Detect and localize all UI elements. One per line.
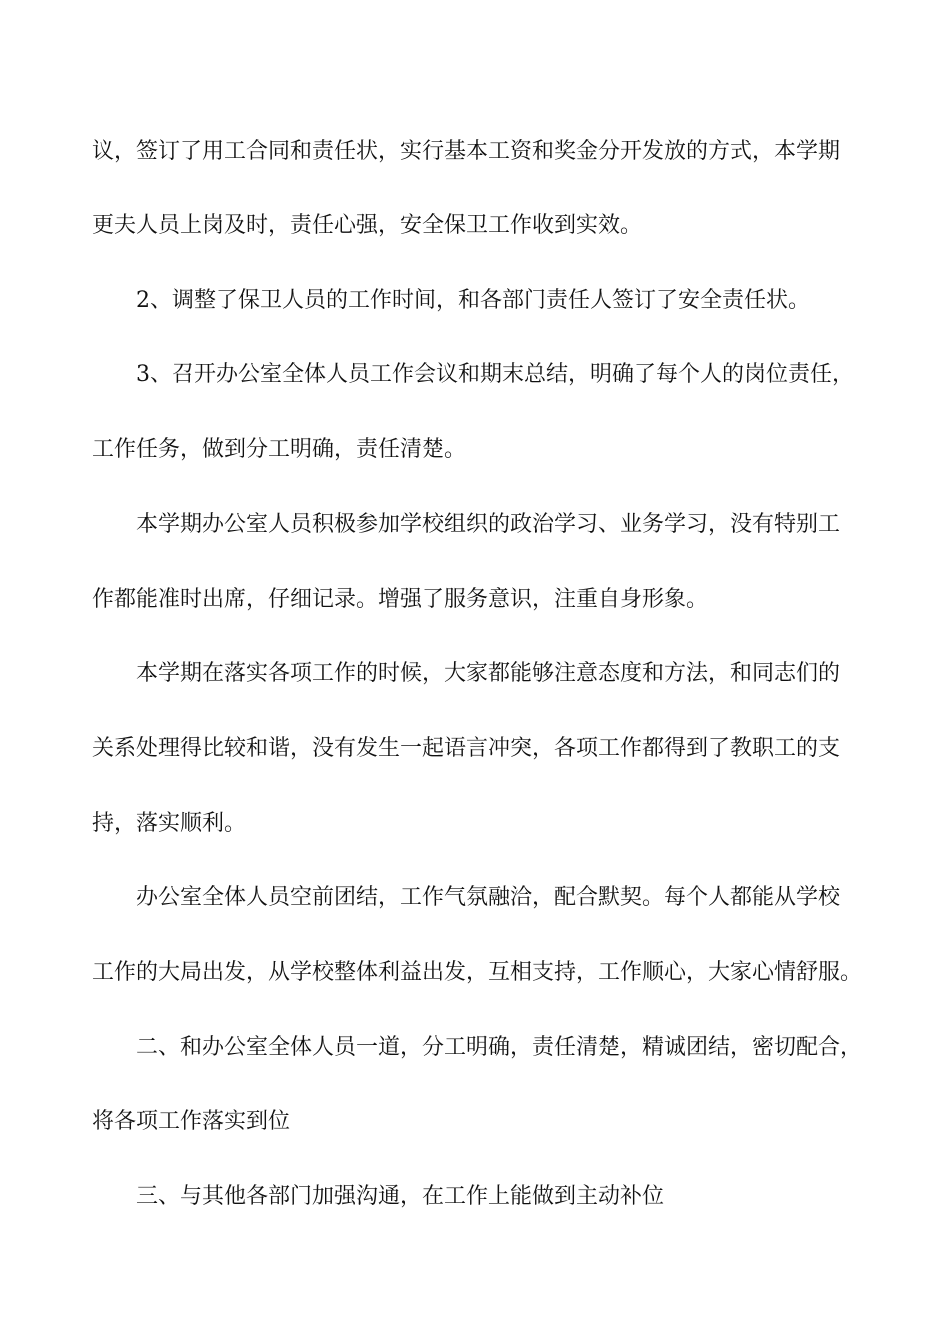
paragraph-line-3: 2、调整了保卫人员的工作时间，和各部门责任人签订了安全责任状。 — [136, 288, 810, 313]
paragraph-line-7: 作都能准时出席，仔细记录。增强了服务意识，注重自身形象。 — [92, 587, 709, 612]
paragraph-line-13: 二、和办公室全体人员一道，分工明确，责任清楚，精诚团结，密切配合， — [136, 1035, 863, 1060]
paragraph-line-14: 将各项工作落实到位 — [92, 1109, 291, 1134]
paragraph-line-11: 办公室全体人员空前团结，工作气氛融洽，配合默契。每个人都能从学校 — [136, 885, 841, 910]
paragraph-line-12: 工作的大局出发，从学校整体利益出发，互相支持，工作顺心，大家心情舒服。 — [92, 960, 863, 985]
paragraph-line-9: 关系处理得比较和谐，没有发生一起语言冲突，各项工作都得到了教职工的支 — [92, 736, 841, 761]
paragraph-line-2: 更夫人员上岗及时，责任心强，安全保卫工作收到实效。 — [92, 213, 643, 238]
paragraph-line-6: 本学期办公室人员积极参加学校组织的政治学习、业务学习，没有特别工 — [136, 512, 841, 537]
paragraph-line-4: 3、召开办公室全体人员工作会议和期末总结，明确了每个人的岗位责任， — [136, 362, 854, 387]
paragraph-line-5: 工作任务，做到分工明确，责任清楚。 — [92, 437, 467, 462]
paragraph-line-10: 持，落实顺利。 — [92, 811, 247, 836]
paragraph-line-15: 三、与其他各部门加强沟通，在工作上能做到主动补位 — [136, 1184, 665, 1209]
paragraph-line-8: 本学期在落实各项工作的时候，大家都能够注意态度和方法，和同志们的 — [136, 661, 841, 686]
paragraph-line-1: 议，签订了用工合同和责任状，实行基本工资和奖金分开发放的方式，本学期 — [92, 139, 841, 164]
